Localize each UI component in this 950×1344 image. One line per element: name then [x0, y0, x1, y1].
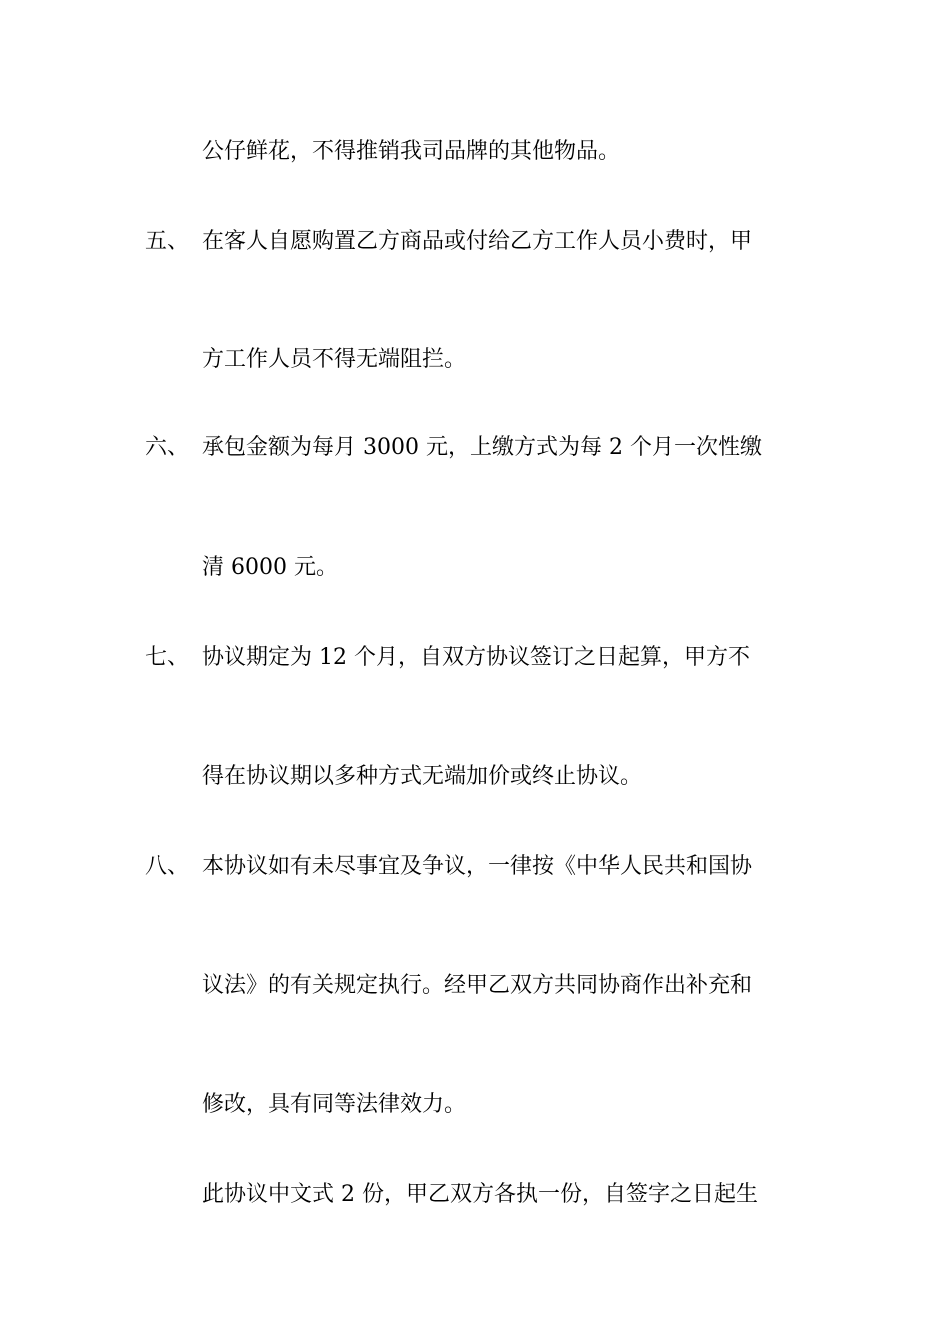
closing-paragraph-line: 此协议中文式 2 份，甲乙双方各执一份，自签字之日起生: [202, 1182, 758, 1207]
paragraph-line: 公仔鲜花，不得推销我司品牌的其他物品。: [202, 139, 621, 164]
clause-number-5: 五、: [145, 229, 190, 254]
clause-number-7: 七、: [145, 645, 190, 670]
clause-5-line-1: 在客人自愿购置乙方商品或付给乙方工作人员小费时，甲: [202, 229, 753, 254]
clause-5-line-2: 方工作人员不得无端阻拦。: [202, 347, 467, 372]
clause-6-line-1: 承包金额为每月 3000 元，上缴方式为每 2 个月一次性缴: [202, 435, 762, 460]
clause-number-6: 六、: [145, 435, 190, 460]
clause-8-line-3: 修改，具有同等法律效力。: [202, 1092, 467, 1117]
clause-8-line-1: 本协议如有未尽事宜及争议，一律按《中华人民共和国协: [202, 854, 753, 879]
clause-8-line-2: 议法》的有关规定执行。经甲乙双方共同协商作出补充和: [202, 973, 753, 998]
clause-7-line-1: 协议期定为 12 个月，自双方协议签订之日起算，甲方不: [202, 645, 750, 670]
clause-7-line-2: 得在协议期以多种方式无端加价或终止协议。: [202, 764, 643, 789]
clause-6-line-2: 清 6000 元。: [202, 555, 338, 580]
clause-number-8: 八、: [145, 854, 190, 879]
